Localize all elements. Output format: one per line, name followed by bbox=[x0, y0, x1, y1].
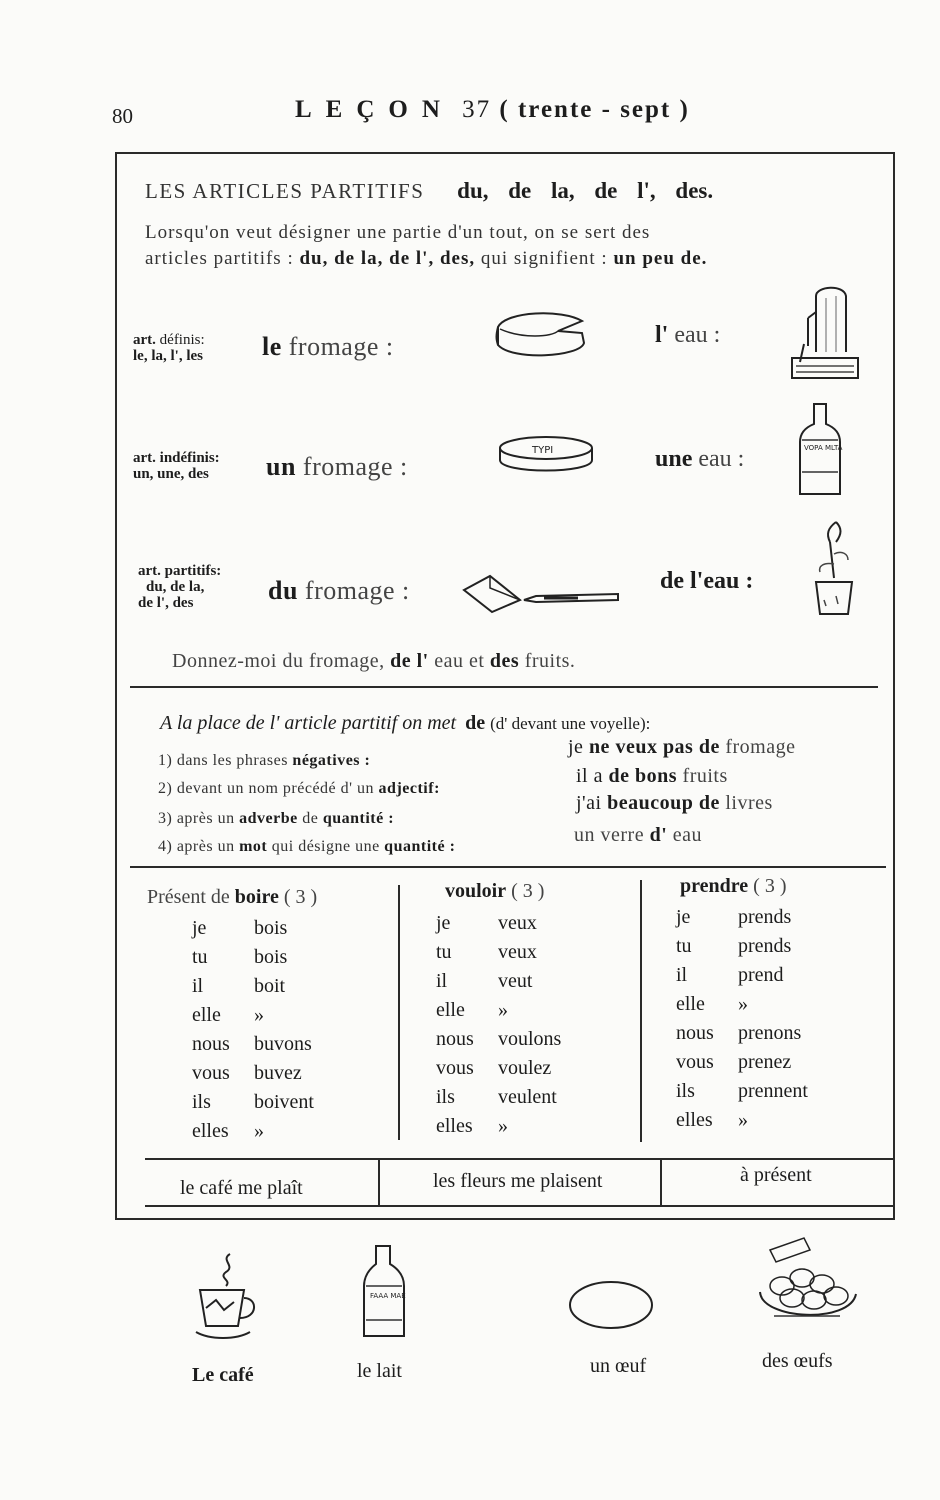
rule-text: devant un nom précédé d' un bbox=[176, 780, 375, 797]
rule-text: après un bbox=[176, 810, 235, 827]
conjugation-group: ( 3 ) bbox=[753, 875, 787, 897]
caption-lait: le lait bbox=[357, 1360, 402, 1382]
verb-form: prenez bbox=[738, 1051, 792, 1073]
lesson-word: LEÇON bbox=[295, 96, 454, 123]
intro-line-1: Lorsqu'on veut désigner une partie d'un tout, on se sert des bbox=[145, 222, 651, 243]
glass-icon bbox=[808, 520, 858, 616]
pronoun: elle bbox=[192, 1004, 221, 1026]
egg-icon bbox=[568, 1280, 658, 1332]
conjugation-row bbox=[436, 1083, 561, 1112]
cheese-slice-knife-icon bbox=[458, 570, 628, 616]
rule-bold: quantité : bbox=[384, 838, 456, 855]
conjugation-prefix: Présent de bbox=[147, 886, 230, 908]
verb-form: » bbox=[254, 1004, 264, 1026]
rule-bold: négatives : bbox=[292, 752, 371, 769]
rule-bold: quantité : bbox=[322, 810, 395, 827]
conjugation-row bbox=[436, 996, 561, 1025]
noun: fromage : bbox=[288, 332, 394, 361]
pronoun: je bbox=[676, 906, 691, 928]
rule-example-text: fromage bbox=[725, 736, 796, 758]
conjugation-heading-boire bbox=[147, 886, 317, 909]
rule-number: 2) bbox=[158, 780, 173, 797]
rule-heading-de: de bbox=[465, 712, 486, 734]
example-article: des bbox=[489, 650, 520, 672]
divider-conjugation-section bbox=[130, 866, 886, 868]
verb-form: » bbox=[498, 999, 508, 1021]
rule-example-bold: ne veux pas de bbox=[588, 736, 720, 758]
label-line-2: un, une, des bbox=[133, 466, 209, 482]
pronoun: vous bbox=[676, 1051, 714, 1073]
example-indefinite-fromage bbox=[266, 452, 408, 482]
pronoun: tu bbox=[676, 935, 692, 957]
bottom-cell-cafe: le café me plaît bbox=[180, 1177, 303, 1199]
milk-bottle-icon bbox=[360, 1244, 410, 1340]
rule-example-text: livres bbox=[725, 792, 773, 814]
rule-example-2 bbox=[576, 765, 728, 788]
divider-rule-section bbox=[130, 686, 878, 688]
example-sentence bbox=[172, 650, 575, 673]
rule-example-text: fruits bbox=[682, 765, 728, 787]
verb-form: prennent bbox=[738, 1080, 808, 1102]
article: de l'eau : bbox=[660, 568, 754, 594]
conjugation-column-divider-2 bbox=[640, 880, 642, 1142]
rule-example-bold: de bons bbox=[608, 765, 678, 787]
conjugation-table-vouloir bbox=[436, 909, 561, 1141]
rule-example-3 bbox=[576, 792, 773, 815]
bottom-row-divider-2 bbox=[660, 1158, 662, 1205]
pronoun: elles bbox=[436, 1115, 473, 1137]
pronoun: il bbox=[676, 964, 688, 986]
conjugation-row bbox=[436, 909, 561, 938]
conjugation-heading-prendre bbox=[680, 875, 786, 898]
cheese-wheel-icon bbox=[492, 305, 592, 365]
rule-example-text: je bbox=[568, 736, 584, 758]
verb-form: veux bbox=[498, 912, 537, 934]
label-indefinite-articles bbox=[133, 450, 220, 482]
conjugation-row bbox=[676, 1019, 808, 1048]
pronoun: vous bbox=[436, 1057, 474, 1079]
egg-basket-icon bbox=[752, 1232, 862, 1332]
conjugation-table-boire bbox=[192, 914, 314, 1146]
rule-example-4 bbox=[574, 824, 702, 847]
verb-form: buvons bbox=[254, 1033, 312, 1055]
rule-number: 4) bbox=[158, 838, 173, 855]
conjugation-row bbox=[436, 1025, 561, 1054]
rule-example-text: eau bbox=[672, 824, 703, 846]
rule-text: qui désigne une bbox=[271, 838, 380, 855]
rule-example-text: il a bbox=[576, 765, 603, 787]
lesson-number-words: ( trente - sept ) bbox=[499, 96, 690, 123]
verb-form: prenons bbox=[738, 1022, 802, 1044]
example-indefinite-eau bbox=[655, 446, 744, 473]
caption-oeufs: des œufs bbox=[762, 1350, 833, 1372]
verb-form: boit bbox=[254, 975, 286, 997]
rule-number: 1) bbox=[158, 752, 173, 769]
label-partitive-articles bbox=[138, 563, 221, 611]
rule-bold: mot bbox=[239, 838, 268, 855]
conjugation-row bbox=[192, 943, 314, 972]
conjugation-group: ( 3 ) bbox=[283, 886, 318, 908]
article: un bbox=[266, 452, 296, 481]
conjugation-column-divider-1 bbox=[398, 885, 400, 1140]
example-definite-fromage bbox=[262, 332, 394, 362]
conjugation-row bbox=[192, 1059, 314, 1088]
rule-row-1 bbox=[158, 752, 370, 770]
pronoun: elle bbox=[436, 999, 465, 1021]
label-line-2: le, la, l', les bbox=[133, 348, 203, 364]
label-definite-articles bbox=[133, 332, 205, 364]
article: une bbox=[655, 446, 693, 472]
pronoun: nous bbox=[676, 1022, 714, 1044]
conjugation-row bbox=[436, 1112, 561, 1141]
section-heading bbox=[145, 178, 713, 204]
coffee-cup-icon bbox=[190, 1252, 260, 1342]
conjugation-row bbox=[676, 932, 808, 961]
intro-text: articles partitifs : bbox=[145, 248, 294, 269]
section-heading-text: LES ARTICLES PARTITIFS bbox=[145, 179, 425, 203]
conjugation-row bbox=[192, 914, 314, 943]
noun: eau : bbox=[698, 446, 745, 472]
rule-row-3 bbox=[158, 810, 394, 828]
example-partitive-eau bbox=[660, 568, 753, 595]
conjugation-row bbox=[676, 1106, 808, 1135]
divider-bottom-row-end bbox=[145, 1205, 893, 1207]
lesson-number: 37 bbox=[462, 96, 492, 123]
verb-form: voulez bbox=[498, 1057, 552, 1079]
rule-example-text: un verre bbox=[574, 824, 645, 846]
rule-heading-paren: (d' devant une voyelle): bbox=[490, 714, 651, 733]
page-number: 80 bbox=[112, 104, 133, 128]
rule-bold: adverbe bbox=[239, 810, 298, 827]
label-bold: art. indéfinis: bbox=[133, 450, 220, 466]
rule-heading bbox=[160, 712, 650, 735]
example-text: Donnez-moi du fromage, bbox=[172, 650, 385, 672]
bottom-cell-present: à présent bbox=[740, 1164, 812, 1186]
rule-example-text: j'ai bbox=[576, 792, 602, 814]
pronoun: tu bbox=[192, 946, 208, 968]
intro-line-2 bbox=[145, 248, 707, 270]
label-line-2: du, de la, bbox=[146, 579, 205, 595]
pronoun: tu bbox=[436, 941, 452, 963]
bottom-cell-fleurs: les fleurs me plaisent bbox=[433, 1170, 603, 1192]
rule-text: après un bbox=[176, 838, 235, 855]
conjugation-row bbox=[676, 1048, 808, 1077]
pronoun: elles bbox=[676, 1109, 713, 1131]
conjugation-row bbox=[676, 903, 808, 932]
rule-example-1 bbox=[568, 736, 795, 759]
cheese-box-icon bbox=[496, 434, 596, 480]
pronoun: ils bbox=[436, 1086, 455, 1108]
label-bold: art. bbox=[133, 332, 156, 348]
intro-meaning: un peu de. bbox=[613, 248, 708, 269]
conjugation-row bbox=[192, 1001, 314, 1030]
cheese-box-text: TYPI bbox=[532, 445, 554, 456]
rule-bold: adjectif: bbox=[378, 780, 440, 797]
verb-form: » bbox=[254, 1120, 264, 1142]
conjugation-row bbox=[676, 1077, 808, 1106]
article: le bbox=[262, 332, 282, 361]
verb-form: buvez bbox=[254, 1062, 302, 1084]
verb-form: bois bbox=[254, 917, 288, 939]
verb-form: prends bbox=[738, 935, 792, 957]
verb-form: prend bbox=[738, 964, 784, 986]
intro-articles: du, de la, de l', des, bbox=[299, 248, 476, 269]
pronoun: il bbox=[436, 970, 448, 992]
section-heading-articles: du, de la, de l', des. bbox=[457, 178, 714, 203]
conjugation-row bbox=[676, 961, 808, 990]
bottle-icon bbox=[796, 402, 846, 498]
rule-number: 3) bbox=[158, 810, 173, 827]
article: l' bbox=[655, 322, 669, 348]
intro-text: qui signifient : bbox=[480, 248, 608, 269]
noun: fromage : bbox=[304, 576, 410, 605]
pronoun: vous bbox=[192, 1062, 230, 1084]
conjugation-verb: vouloir bbox=[445, 880, 507, 902]
conjugation-row bbox=[192, 1030, 314, 1059]
pronoun: ils bbox=[192, 1091, 211, 1113]
example-text: fruits. bbox=[524, 650, 576, 672]
conjugation-row bbox=[436, 1054, 561, 1083]
verb-form: voulons bbox=[498, 1028, 562, 1050]
noun: fromage : bbox=[302, 452, 408, 481]
conjugation-row bbox=[676, 990, 808, 1019]
conjugation-row bbox=[436, 967, 561, 996]
verb-form: bois bbox=[254, 946, 288, 968]
example-text: eau et bbox=[434, 650, 485, 672]
conjugation-row bbox=[192, 972, 314, 1001]
pronoun: elles bbox=[192, 1120, 229, 1142]
verb-form: » bbox=[738, 993, 748, 1015]
conjugation-heading-vouloir bbox=[445, 880, 544, 903]
conjugation-row bbox=[192, 1117, 314, 1146]
pronoun: elle bbox=[676, 993, 705, 1015]
fountain-icon bbox=[786, 282, 866, 382]
rule-text: dans les phrases bbox=[176, 752, 288, 769]
label-line-3: de l', des bbox=[138, 595, 194, 611]
bottom-row-divider-1 bbox=[378, 1158, 380, 1205]
conjugation-group: ( 3 ) bbox=[511, 880, 545, 902]
verb-form: veulent bbox=[498, 1086, 557, 1108]
conjugation-table-prendre bbox=[676, 903, 808, 1135]
conjugation-verb: prendre bbox=[680, 875, 749, 897]
divider-bottom-row bbox=[145, 1158, 893, 1160]
verb-form: » bbox=[498, 1115, 508, 1137]
verb-form: veut bbox=[498, 970, 533, 992]
milk-bottle-text: FAAA MAE bbox=[370, 1292, 406, 1300]
rule-row-4 bbox=[158, 838, 455, 856]
verb-form: boivent bbox=[254, 1091, 314, 1113]
rule-text: de bbox=[302, 810, 319, 827]
rule-example-bold: d' bbox=[649, 824, 668, 846]
verb-form: prends bbox=[738, 906, 792, 928]
rule-example-bold: beaucoup de bbox=[607, 792, 720, 814]
conjugation-row bbox=[192, 1088, 314, 1117]
pronoun: nous bbox=[192, 1033, 230, 1055]
noun: eau : bbox=[674, 322, 721, 348]
caption-oeuf: un œuf bbox=[590, 1355, 647, 1377]
label-bold: art. partitifs: bbox=[138, 563, 222, 579]
pronoun: ils bbox=[676, 1080, 695, 1102]
example-article: de l' bbox=[390, 650, 429, 672]
rule-row-2 bbox=[158, 780, 440, 798]
rule-heading-italic: A la place de l' article partitif on met bbox=[160, 712, 457, 734]
caption-cafe: Le café bbox=[192, 1364, 254, 1386]
article: du bbox=[268, 576, 298, 605]
verb-form: veux bbox=[498, 941, 537, 963]
conjugation-verb: boire bbox=[234, 886, 279, 908]
label-text: définis: bbox=[159, 332, 205, 348]
lesson-title bbox=[295, 96, 690, 124]
pronoun: je bbox=[192, 917, 207, 939]
bottle-text: VOPA MLTA bbox=[804, 444, 843, 452]
example-definite-eau bbox=[655, 322, 720, 349]
example-partitive-fromage bbox=[268, 576, 410, 606]
conjugation-row bbox=[436, 938, 561, 967]
pronoun: il bbox=[192, 975, 204, 997]
verb-form: » bbox=[738, 1109, 748, 1131]
pronoun: je bbox=[436, 912, 451, 934]
pronoun: nous bbox=[436, 1028, 474, 1050]
